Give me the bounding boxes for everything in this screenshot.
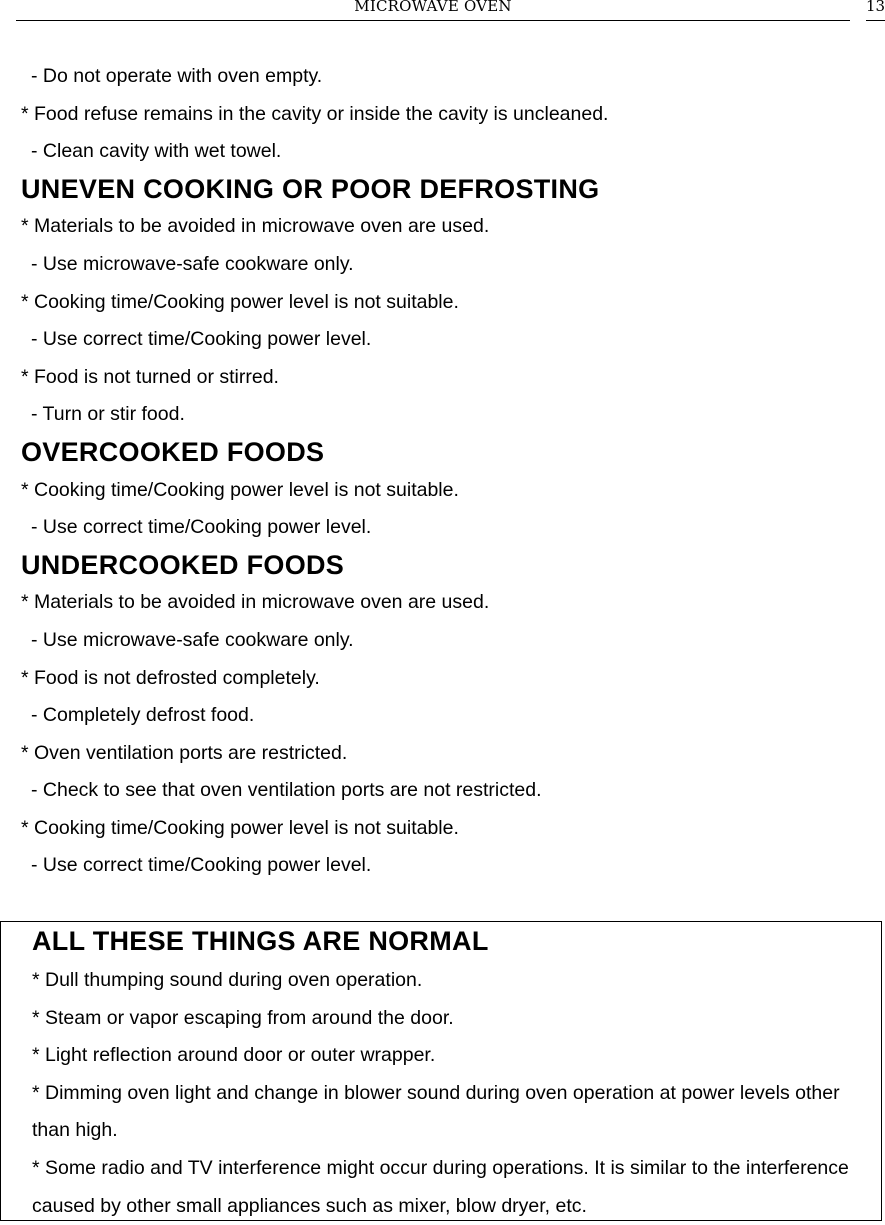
- remedy-line: - Use correct time/Cooking power level.: [31, 516, 372, 539]
- normal-things-box: [0, 921, 882, 1221]
- section-heading-undercooked: UNDERCOOKED FOODS: [21, 549, 345, 580]
- cause-line: * Oven ventilation ports are restricted.: [21, 741, 348, 764]
- troubleshooting-text: [21, 62, 871, 889]
- remedy-line: - Use correct time/Cooking power level.: [31, 854, 372, 877]
- header-rule: [16, 20, 850, 21]
- cause-line: * Cooking time/Cooking power level is not suitable.: [21, 290, 459, 313]
- normal-item: * Some radio and TV interference might occur during operations. It is similar to the interference caused by other small appliances such as mixer, blow dryer, etc.: [32, 1156, 849, 1217]
- cause-line: * Food is not defrosted completely.: [21, 666, 320, 689]
- section-heading-overcooked: OVERCOOKED FOODS: [21, 436, 325, 467]
- remedy-line: - Turn or stir food.: [31, 403, 185, 426]
- section-heading-uneven-cooking: UNEVEN COOKING OR POOR DEFROSTING: [21, 173, 600, 204]
- page-number-rule: [866, 20, 885, 21]
- normal-things-heading: ALL THESE THINGS ARE NORMAL: [32, 926, 489, 956]
- cause-line: * Materials to be avoided in microwave oven are used.: [21, 591, 490, 614]
- cause-line: * Cooking time/Cooking power level is not suitable.: [21, 816, 459, 839]
- cause-line: * Food refuse remains in the cavity or inside the cavity is uncleaned.: [21, 102, 609, 125]
- cause-line: * Food is not turned or stirred.: [21, 365, 279, 388]
- normal-item: * Dimming oven light and change in blower sound during oven operation at power levels other than high.: [32, 1081, 840, 1142]
- document-title: MICROWAVE OVEN: [354, 0, 512, 15]
- remedy-line: - Do not operate with oven empty.: [31, 65, 323, 87]
- normal-item: * Dull thumping sound during oven operation.: [32, 969, 423, 991]
- remedy-line: - Use microwave-safe cookware only.: [31, 252, 354, 275]
- remedy-line: - Check to see that oven ventilation ports are not restricted.: [31, 779, 542, 802]
- normal-item: * Steam or vapor escaping from around the door.: [32, 1006, 454, 1029]
- normal-item: * Light reflection around door or outer wrapper.: [32, 1044, 436, 1067]
- normal-things-content: [32, 926, 852, 1225]
- remedy-line: - Clean cavity with wet towel.: [31, 140, 282, 163]
- remedy-line: - Completely defrost food.: [31, 704, 255, 727]
- cause-line: * Cooking time/Cooking power level is not suitable.: [21, 478, 459, 501]
- cause-line: * Materials to be avoided in microwave oven are used.: [21, 215, 490, 238]
- remedy-line: - Use correct time/Cooking power level.: [31, 328, 372, 351]
- remedy-line: - Use microwave-safe cookware only.: [31, 628, 354, 651]
- page-number: 13: [866, 0, 885, 15]
- page-header: [0, 0, 885, 24]
